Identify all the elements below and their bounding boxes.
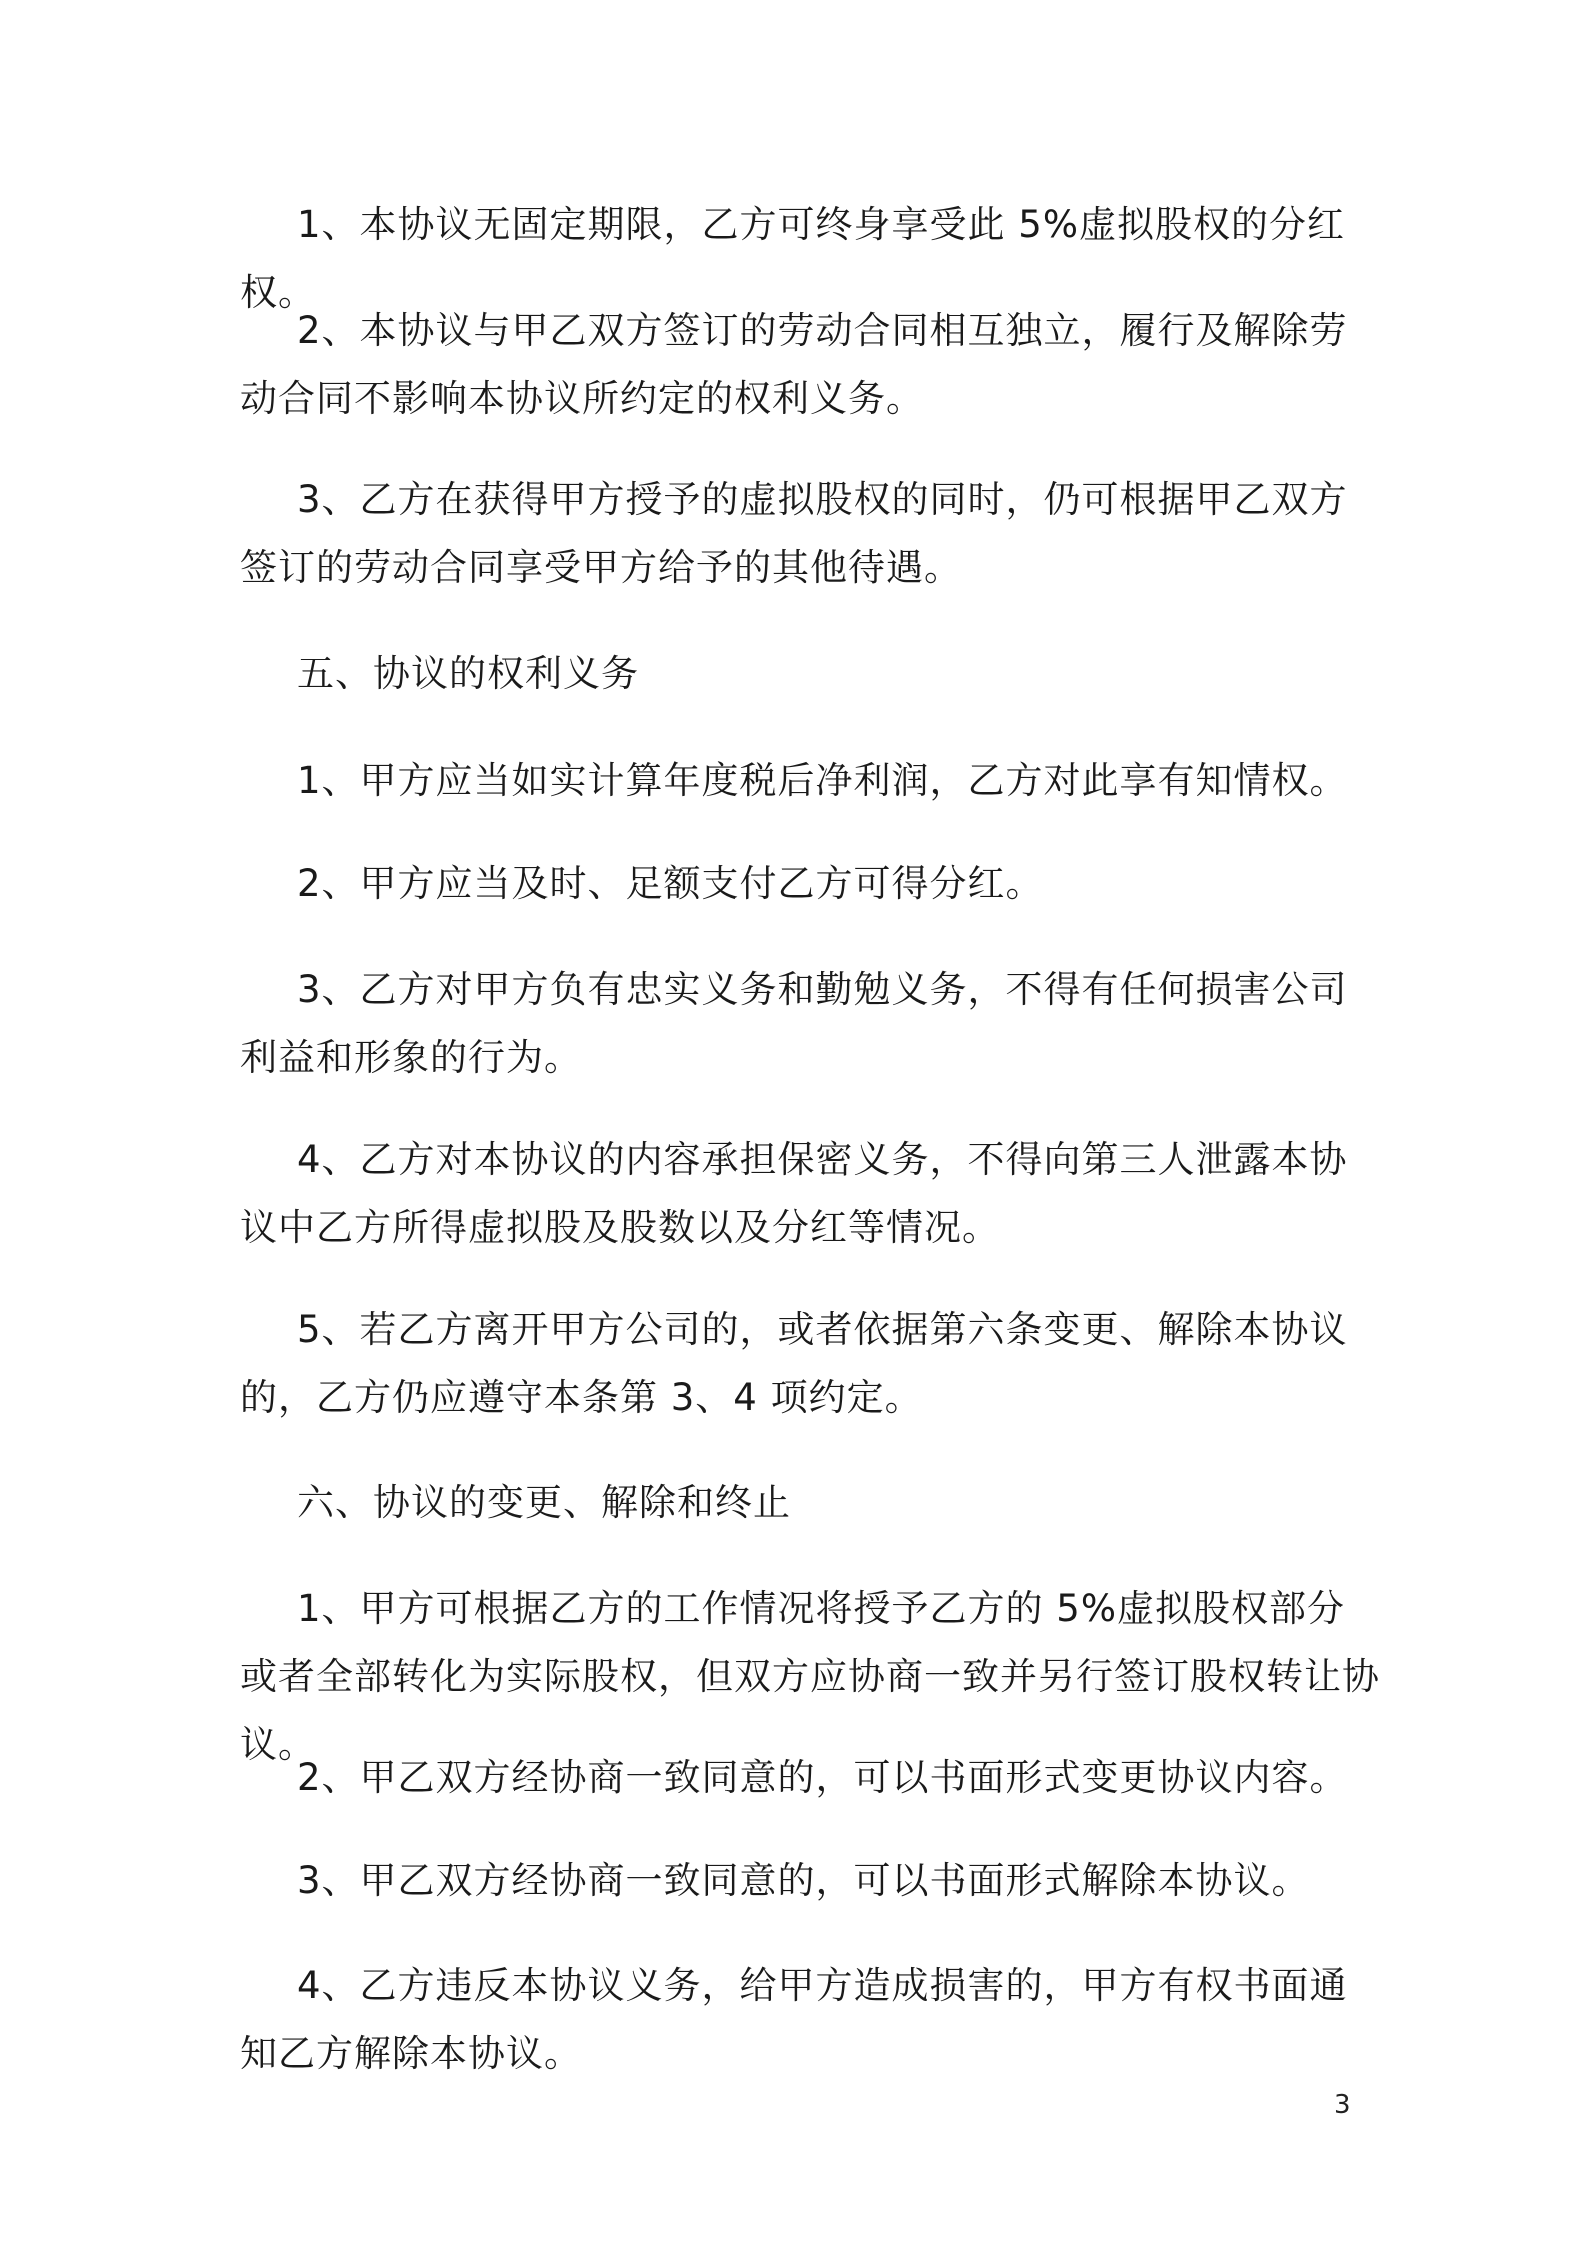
clause-5-4: 4、乙方对本协议的内容承担保密义务，不得向第三人泄露本协议中乙方所得虚拟股及股数以及分红等情况。 xyxy=(240,1138,1348,1249)
section-5-heading: 五、协议的权利义务 xyxy=(297,652,639,695)
clause-5-3: 3、乙方对甲方负有忠实义务和勤勉义务，不得有任何损害公司利益和形象的行为。 xyxy=(240,968,1348,1079)
clause-6-1: 1、甲方可根据乙方的工作情况将授予乙方的 5%虚拟股权部分或者全部转化为实际股权，但双方应协商一致并另行签订股权转让协议。 xyxy=(240,1587,1380,1766)
section-6-heading: 六、协议的变更、解除和终止 xyxy=(297,1481,791,1524)
clause-6-2: 2、甲乙双方经协商一致同意的，可以书面形式变更协议内容。 xyxy=(297,1756,1348,1799)
clause-5-5: 5、若乙方离开甲方公司的，或者依据第六条变更、解除本协议的，乙方仍应遵守本条第 3、4 项约定。 xyxy=(240,1308,1348,1419)
clause-4-1: 1、本协议无固定期限，乙方可终身享受此 5%虚拟股权的分红权。 xyxy=(240,203,1345,314)
clause-5-1: 1、甲方应当如实计算年度税后净利润，乙方对此享有知情权。 xyxy=(297,759,1348,802)
clause-6-4: 4、乙方违反本协议义务，给甲方造成损害的，甲方有权书面通知乙方解除本协议。 xyxy=(240,1964,1348,2075)
clause-6-3: 3、甲乙双方经协商一致同意的，可以书面形式解除本协议。 xyxy=(297,1859,1310,1902)
page-number: 3 xyxy=(1334,2090,1351,2120)
clause-4-3: 3、乙方在获得甲方授予的虚拟股权的同时，仍可根据甲乙双方签订的劳动合同享受甲方给予的其他待遇。 xyxy=(240,478,1348,589)
clause-4-2: 2、本协议与甲乙双方签订的劳动合同相互独立，履行及解除劳动合同不影响本协议所约定的权利义务。 xyxy=(240,309,1348,420)
clause-5-2: 2、甲方应当及时、足额支付乙方可得分红。 xyxy=(297,862,1044,905)
